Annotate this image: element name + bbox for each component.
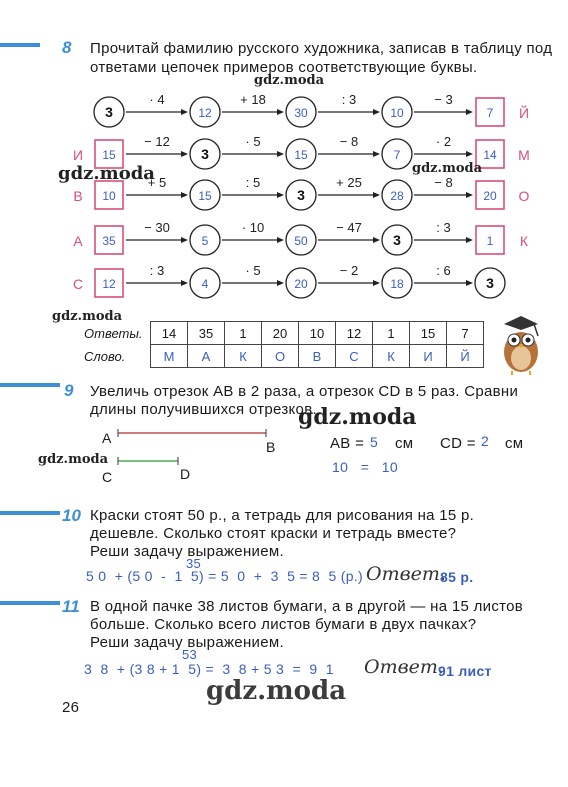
word-label: Слово. bbox=[84, 348, 126, 364]
letter-cell: М bbox=[151, 345, 188, 368]
watermark: gdz.moda bbox=[58, 163, 155, 184]
chain-value: 15 bbox=[294, 148, 308, 162]
chain-value: 3 bbox=[393, 232, 401, 248]
cd-unit: см bbox=[505, 435, 524, 452]
letter-cell: А bbox=[188, 345, 225, 368]
chain-value: 3 bbox=[105, 104, 113, 120]
answers-label: Ответы. bbox=[84, 325, 143, 341]
chain-operation: − 30 bbox=[144, 220, 170, 235]
chain-arrowhead bbox=[181, 151, 188, 157]
task-number: 9 bbox=[64, 381, 74, 400]
answer-cell: 1 bbox=[373, 322, 410, 345]
chain-arrowhead bbox=[466, 280, 473, 286]
chain-value: 20 bbox=[483, 189, 497, 203]
answer-cell: 35 bbox=[188, 322, 225, 345]
chain-letter: В bbox=[73, 188, 83, 204]
chain-operation: − 12 bbox=[144, 134, 170, 149]
chain-arrowhead bbox=[181, 280, 188, 286]
letter-cell: Й bbox=[447, 345, 484, 368]
chain-value: 12 bbox=[102, 277, 116, 291]
chain-arrowhead bbox=[373, 280, 380, 286]
chain-operation: : 3 bbox=[149, 263, 165, 278]
chain-value: 12 bbox=[198, 106, 212, 120]
task-text: больше. Сколько всего листов бумаги в двух пачках? bbox=[90, 616, 477, 633]
chain-value: 15 bbox=[102, 148, 116, 162]
chain-value: 14 bbox=[483, 148, 497, 162]
chain-value: 20 bbox=[294, 277, 308, 291]
letter-cell: О bbox=[262, 345, 299, 368]
chain-value: 1 bbox=[486, 234, 494, 248]
chain-operation: : 3 bbox=[341, 92, 357, 107]
point-label: C bbox=[102, 469, 113, 485]
chain-value: 4 bbox=[201, 277, 209, 291]
page-number: 26 bbox=[62, 699, 80, 716]
chain-arrowhead bbox=[466, 192, 473, 198]
point-label: D bbox=[180, 466, 191, 482]
task-text: Увеличь отрезок AB в 2 раза, а отрезок CD в 5 раз. Сравни bbox=[90, 383, 519, 400]
letter-cell: С bbox=[336, 345, 373, 368]
chain-letter: С bbox=[72, 276, 84, 292]
point-label: A bbox=[102, 430, 112, 446]
margin-stripe bbox=[0, 601, 60, 605]
watermark: gdz.moda bbox=[254, 73, 325, 88]
watermark: gdz.moda bbox=[412, 161, 483, 176]
watermark: gdz.moda bbox=[52, 309, 123, 324]
answer-value: 91 лист bbox=[438, 663, 492, 679]
task-text: длины получившихся отрезков. bbox=[90, 401, 317, 418]
chain-operation: + 18 bbox=[240, 92, 266, 107]
chain-value: 7 bbox=[486, 106, 494, 120]
chain-value: 30 bbox=[294, 106, 308, 120]
chain-arrowhead bbox=[277, 192, 284, 198]
ab-unit: см bbox=[395, 435, 414, 452]
chain-operation: : 3 bbox=[436, 220, 451, 235]
chain-value: 10 bbox=[390, 106, 404, 120]
chain-operation: − 3 bbox=[434, 92, 453, 107]
ab-value: 5 bbox=[370, 434, 379, 450]
task-text: дешевле. Сколько стоят краски и тетрадь вместе? bbox=[90, 525, 457, 542]
chain-operation: · 10 bbox=[241, 220, 265, 235]
answer-value: 85 р. bbox=[440, 569, 474, 585]
chain-value: 18 bbox=[390, 277, 404, 291]
task-text: Краски стоят 50 р., а тетрадь для рисования на 15 р. bbox=[90, 507, 475, 524]
task-text: Реши задачу выражением. bbox=[90, 634, 284, 651]
annotation: 35 bbox=[186, 556, 202, 571]
chain-arrowhead bbox=[373, 237, 380, 243]
chain-value: 15 bbox=[198, 189, 212, 203]
point-label: B bbox=[266, 439, 276, 455]
cd-label: CD = bbox=[440, 435, 476, 452]
chain-operation: · 5 bbox=[245, 263, 261, 278]
letter-cell: В bbox=[299, 345, 336, 368]
chain-arrowhead bbox=[277, 109, 284, 115]
task-number: 8 bbox=[62, 38, 72, 57]
task-text: Прочитай фамилию русского художника, записав в таблицу под bbox=[90, 40, 553, 57]
chain-arrowhead bbox=[466, 237, 473, 243]
chain-value: 3 bbox=[486, 275, 494, 291]
annotation: 53 bbox=[182, 647, 198, 662]
answer-word: Ответ. bbox=[364, 656, 444, 678]
task-text: ответами цепочек примеров соответствующие буквы. bbox=[90, 59, 478, 76]
task-number: 10 bbox=[62, 506, 81, 525]
chain-operation: + 5 bbox=[147, 175, 167, 190]
chain-letter: М bbox=[518, 147, 530, 163]
chain-arrowhead bbox=[373, 151, 380, 157]
chain-letter: К bbox=[519, 233, 529, 249]
chain-arrowhead bbox=[277, 280, 284, 286]
owl-illustration bbox=[494, 314, 548, 376]
chain-arrowhead bbox=[277, 237, 284, 243]
chain-operation: − 47 bbox=[336, 220, 362, 235]
letter-cell: К bbox=[373, 345, 410, 368]
chain-value: 50 bbox=[294, 234, 308, 248]
example-chains bbox=[0, 0, 568, 310]
chain-operation: · 4 bbox=[149, 92, 165, 107]
chain-value: 3 bbox=[297, 187, 305, 203]
chain-operation: − 2 bbox=[339, 263, 359, 278]
letter-cell: К bbox=[225, 345, 262, 368]
chain-operation: : 6 bbox=[436, 263, 451, 278]
letter-cell: И bbox=[410, 345, 447, 368]
chain-value: 7 bbox=[393, 148, 401, 162]
chain-letter: О bbox=[518, 188, 530, 204]
expression: 3 8 + (3 8 + 1 5) = 3 8 + 5 3 = 9 1 bbox=[84, 661, 334, 677]
chain-arrowhead bbox=[466, 151, 473, 157]
task-text: В одной пачке 38 листов бумаги, а в другой — на 15 листов bbox=[90, 598, 524, 615]
chain-arrowhead bbox=[466, 109, 473, 115]
answer-cell: 10 bbox=[299, 322, 336, 345]
answer-cell: 15 bbox=[410, 322, 447, 345]
answer-cell: 14 bbox=[151, 322, 188, 345]
chain-arrowhead bbox=[181, 109, 188, 115]
chain-arrowhead bbox=[181, 237, 188, 243]
chain-operation: − 8 bbox=[339, 134, 359, 149]
chain-value: 5 bbox=[201, 234, 209, 248]
chain-letter: Й bbox=[518, 105, 530, 121]
expression: 5 0 + (5 0 - 1 5) = 5 0 + 3 5 = 8 5 (р.) bbox=[86, 568, 363, 584]
ab-label: AB = bbox=[330, 435, 365, 452]
cd-value: 2 bbox=[481, 433, 490, 449]
answer-cell: 20 bbox=[262, 322, 299, 345]
task-number: 11 bbox=[62, 597, 80, 616]
chain-operation: − 8 bbox=[434, 175, 453, 190]
chain-value: 35 bbox=[102, 234, 116, 248]
chain-value: 28 bbox=[390, 189, 404, 203]
answer-cell: 12 bbox=[336, 322, 373, 345]
answer-cell: 1 bbox=[225, 322, 262, 345]
chain-operation: · 2 bbox=[435, 134, 452, 149]
chain-operation: + 25 bbox=[336, 175, 362, 190]
chain-arrowhead bbox=[181, 192, 188, 198]
chain-letter: И bbox=[72, 147, 84, 163]
task-text: Реши задачу выражением. bbox=[90, 543, 284, 560]
comparison: 10 = 10 bbox=[332, 459, 398, 475]
chain-operation: · 5 bbox=[245, 134, 261, 149]
margin-stripe bbox=[0, 383, 60, 387]
chain-value: 3 bbox=[201, 146, 209, 162]
margin-stripe bbox=[0, 511, 60, 515]
chain-value: 10 bbox=[102, 189, 116, 203]
chain-letter: А bbox=[73, 233, 83, 249]
watermark: gdz.moda bbox=[298, 404, 417, 430]
answer-word: Ответ. bbox=[366, 563, 446, 585]
answer-table bbox=[84, 321, 484, 368]
watermark: gdz.moda bbox=[206, 676, 347, 706]
chain-arrowhead bbox=[277, 151, 284, 157]
chain-arrowhead bbox=[373, 109, 380, 115]
chain-operation: : 5 bbox=[245, 175, 261, 190]
chain-arrowhead bbox=[373, 192, 380, 198]
answer-cell: 7 bbox=[447, 322, 484, 345]
watermark: gdz.moda bbox=[38, 452, 109, 467]
